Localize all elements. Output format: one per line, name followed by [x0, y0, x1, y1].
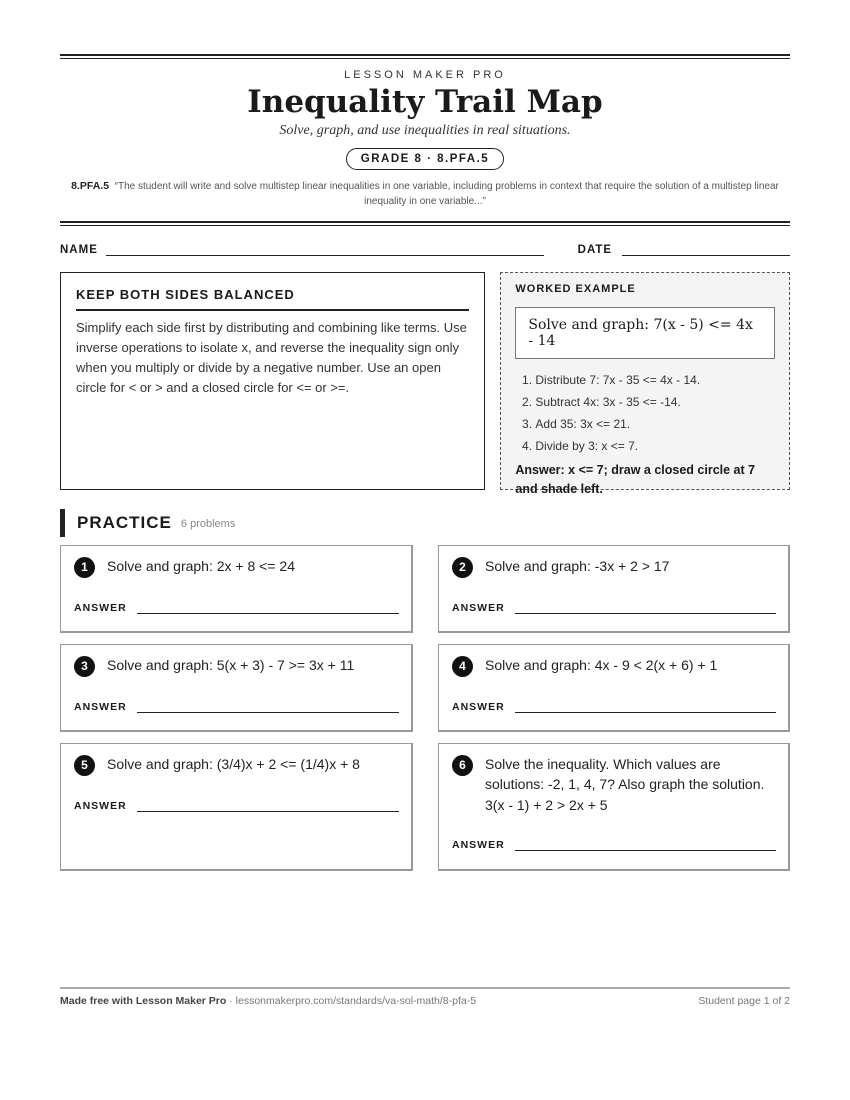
problem-text: Solve and graph: 4x - 9 < 2(x + 6) + 1	[485, 656, 718, 673]
problem-text: Solve and graph: 2x + 8 <= 24	[107, 557, 295, 574]
name-date-row	[60, 243, 790, 256]
problem-card-5	[60, 743, 413, 871]
worked-example-answer: Answer: x <= 7; draw a closed circle at 7 and shade left.	[515, 462, 756, 496]
problem-number: 6	[452, 755, 473, 776]
footer-credit	[60, 995, 476, 1007]
footer-made: Made free with Lesson Maker Pro	[60, 995, 227, 1007]
date-label: DATE	[577, 243, 613, 256]
answer-label: ANSWER	[452, 601, 505, 614]
balanced-heading: KEEP BOTH SIDES BALANCED	[76, 287, 469, 311]
grade-badge: GRADE 8 · 8.PFA.5	[346, 148, 504, 170]
answer-label: ANSWER	[452, 839, 505, 852]
standard-code: 8.PFA.5	[71, 179, 110, 192]
problem-text: Solve and graph: -3x + 2 > 17	[485, 557, 670, 574]
problem-card-3	[60, 644, 413, 732]
problem-card-2	[438, 545, 790, 633]
header-rule	[60, 221, 790, 226]
problem-card-4	[438, 644, 790, 732]
answer-label: ANSWER	[74, 799, 127, 812]
name-label: NAME	[60, 243, 98, 256]
answer-label: ANSWER	[452, 700, 505, 713]
problem-text: Solve the inequality. Which values are solutions: -2, 1, 4, 7? Also graph the solution. 3(x - 1) + 2 > 2x + 5	[485, 755, 765, 813]
problem-text: Solve and graph: (3/4)x + 2 <= (1/4)x + 8	[107, 755, 360, 772]
worked-step: 3. Add 35: 3x <= 21.	[535, 413, 775, 435]
worked-step: 2. Subtract 4x: 3x - 35 <= -14.	[535, 391, 775, 413]
worked-example-steps	[515, 369, 775, 457]
practice-count: 6 problems	[180, 518, 236, 531]
worked-step: 1. Distribute 7: 7x - 35 <= 4x - 14.	[535, 369, 775, 391]
brand-name: LESSON MAKER PRO	[344, 69, 506, 81]
answer-label: ANSWER	[74, 601, 127, 614]
practice-grid	[60, 545, 790, 871]
answer-line[interactable]	[137, 702, 399, 713]
problem-number: 4	[452, 656, 473, 677]
problem-number: 2	[452, 557, 473, 578]
balanced-body: Simplify each side first by distributing and combining like terms. Use inverse operations to isolate x, and reverse the inequality sign only when you multiply or divide by a negative number. Use an open circle for < or > and a closed circle for <= or >=.	[76, 319, 467, 395]
answer-line[interactable]	[515, 603, 776, 614]
page-footer	[60, 987, 790, 1007]
answer-line[interactable]	[137, 801, 399, 812]
worked-example-box	[500, 272, 790, 496]
worked-example-heading: WORKED EXAMPLE	[515, 282, 636, 295]
page-subtitle: Solve, graph, and use inequalities in real situations.	[279, 122, 571, 138]
top-rule	[60, 54, 790, 59]
name-field[interactable]	[106, 243, 544, 256]
practice-title: PRACTICE	[77, 512, 172, 532]
answer-line[interactable]	[515, 840, 776, 851]
standard-description	[60, 178, 790, 210]
problem-card-6	[438, 743, 790, 871]
answer-line[interactable]	[137, 603, 399, 614]
worksheet	[60, 54, 790, 871]
problem-number: 1	[74, 557, 95, 578]
footer-url: · lessonmakerpro.com/standards/va-sol-math/8-pfa-5	[226, 995, 477, 1007]
date-field[interactable]	[622, 243, 790, 256]
balanced-tip-box	[60, 272, 485, 490]
worked-step: 4. Divide by 3: x <= 7.	[535, 435, 775, 457]
answer-label: ANSWER	[74, 700, 127, 713]
page-title: Inequality Trail Map	[247, 84, 603, 120]
standard-text: “The student will write and solve multistep linear inequalities in one variable, including problems in context that require the solution of a multistep linear inequality in one variable...”	[114, 180, 779, 208]
problem-number: 5	[74, 755, 95, 776]
worked-example-problem: Solve and graph: 7(x - 5) <= 4x - 14	[515, 307, 775, 359]
problem-card-1	[60, 545, 413, 633]
footer-page-number: Student page 1 of 2	[698, 995, 790, 1007]
answer-line[interactable]	[515, 702, 776, 713]
problem-number: 3	[74, 656, 95, 677]
practice-header	[60, 509, 790, 537]
problem-text: Solve and graph: 5(x + 3) - 7 >= 3x + 11	[107, 656, 355, 673]
